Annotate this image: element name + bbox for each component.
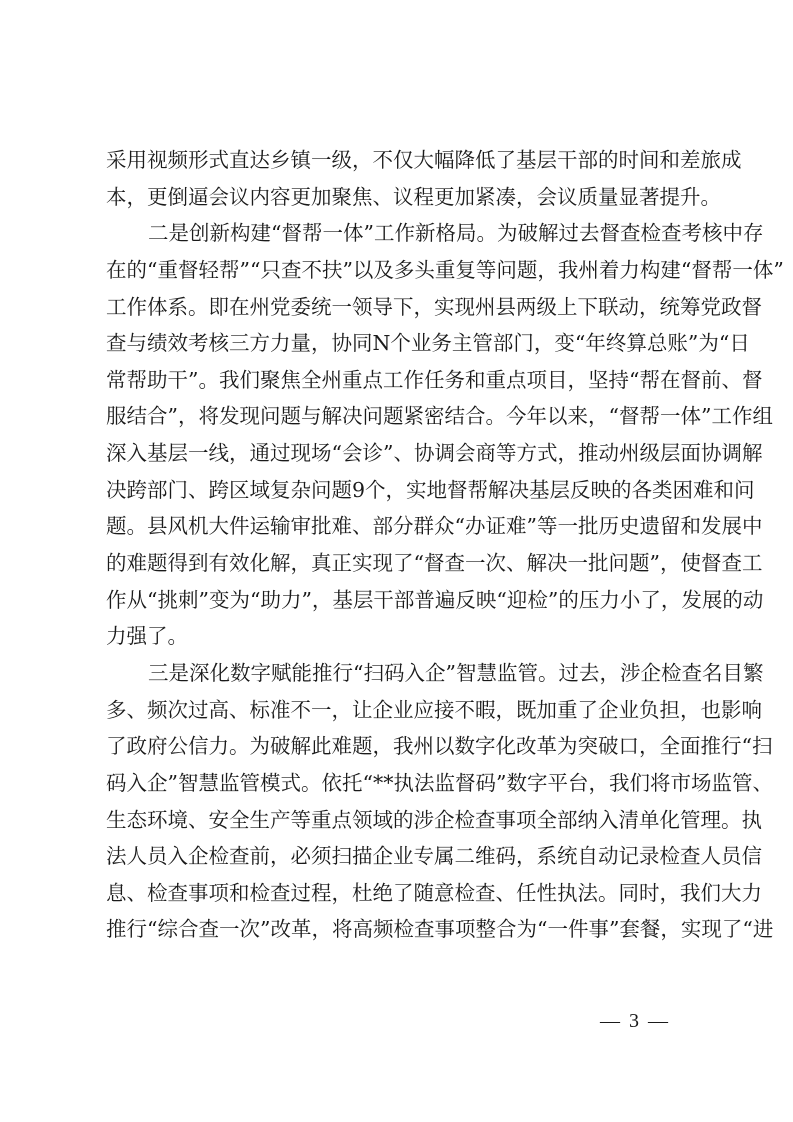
text-line: 了政府公信力。为破解此难题，我州以数字化改革为突破口，全面推行“扫 [106,734,773,759]
text-line: 码入企”智慧监管模式。依托“**执法监督码”数字平台，我们将市场监管、 [106,770,773,795]
text-line: 推行“综合查一次”改革，将高频检查事项整合为“一件事”套餐，实现了“进 [106,917,774,942]
text-line: 力强了。 [106,624,188,649]
document-body [106,142,784,948]
text-line: 工作体系。即在州党委统一领导下，实现州县两级上下联动，统筹党政督 [106,294,762,319]
text-line: 决跨部门、跨区域复杂问题9个，实地督帮解决基层反映的各类困难和问 [106,477,755,502]
text-line: 二是创新构建“督帮一体”工作新格局。为破解过去督查检查考核中存 [148,221,764,246]
text-line: 在的“重督轻帮”“只查不扶”以及多头重复等问题，我州着力构建“督帮一体” [106,257,784,282]
text-line: 生态环境、安全生产等重点领域的涉企检查事项全部纳入清单化管理。执 [106,807,762,832]
text-line: 多、频次过高、标准不一，让企业应接不暇，既加重了企业负担，也影响 [106,697,762,722]
text-line: 服结合”，将发现问题与解决问题紧密结合。今年以来，“督帮一体”工作组 [106,404,773,429]
text-line: 题。县风机大件运输审批难、部分群众“办证难”等一批历史遗留和发展中 [106,514,763,539]
page-number: — 3 — [600,1010,670,1032]
text-line: 三是深化数字赋能推行“扫码入企”智慧监管。过去，涉企检查名目繁 [148,660,764,685]
text-line: 作从“挑刺”变为“助力”，基层干部普遍反映“迎检”的压力小了，发展的动 [106,587,764,612]
text-line: 本，更倒逼会议内容更加聚焦、议程更加紧凑，会议质量显著提升。 [106,184,721,209]
text-line: 查与绩效考核三方力量，协同N个业务主管部门，变“年终算总账”为“日 [106,331,750,356]
text-line: 常帮助干”。我们聚焦全州重点工作任务和重点项目，坚持“帮在督前、督 [106,367,763,392]
text-line: 深入基层一线，通过现场“会诊”、协调会商等方式，推动州级层面协调解 [106,441,763,466]
text-line: 法人员入企检查前，必须扫描企业专属二维码，系统自动记录检查人员信 [106,844,762,869]
text-line: 采用视频形式直达乡镇一级，不仅大幅降低了基层干部的时间和差旅成 [106,148,742,172]
text-line: 的难题得到有效化解，真正实现了“督查一次、解决一批问题”，使督查工 [106,551,763,576]
text-line: 息、检查事项和检查过程，杜绝了随意检查、任性执法。同时，我们大力 [106,880,762,905]
